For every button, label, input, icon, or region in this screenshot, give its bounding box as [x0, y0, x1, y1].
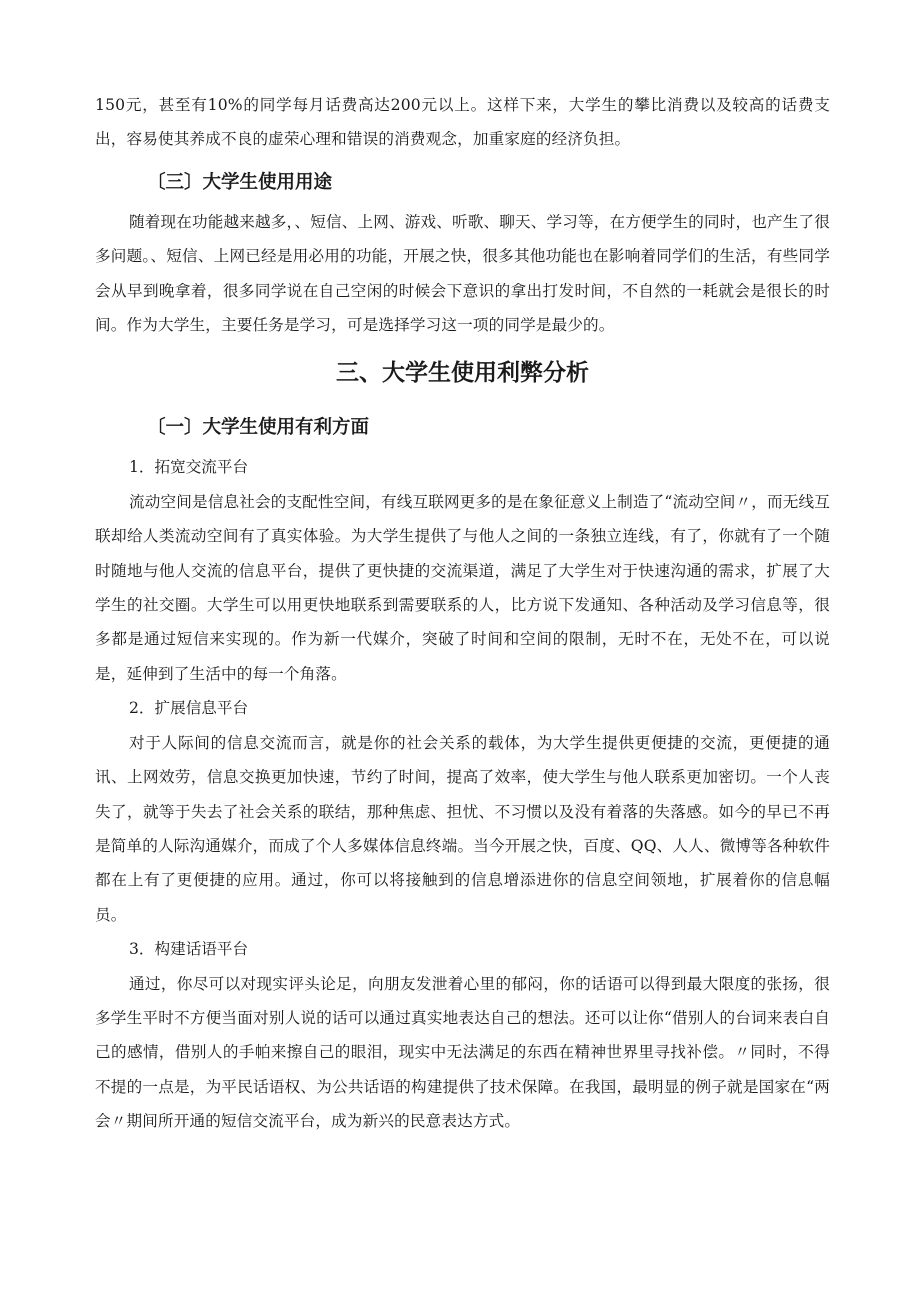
- paragraph-phone-bill-continuation: 150元，甚至有10%的同学每月话费高达200元以上。这样下来，大学生的攀比消费以及较高的话费支出，容易使其养成不良的虚荣心理和错误的消费观念，加重家庭的经济负担。: [95, 96, 830, 149]
- paragraph-discourse-platform: 通过，你尽可以对现实评头论足，向朋友发泄着心里的郁闷，你的话语可以得到最大限度的张扬，很多学生平时不方便当面对别人说的话可以通过真实地表达自己的想法。还可以让你“借别人的台词来表白自己的感情，借别人的手帕来擦自己的眼泪，现实中无法满足的东西在精神世界里寻找补偿。〃同时，不得不提的一点是，为平民话语权、为公共话语的构建提供了技术保障。在我国，最明显的例子就是国家在“两会〃期间所开通的短信交流平台，成为新兴的民意表达方式。: [95, 974, 830, 1131]
- paragraph-information-platform: 对于人际间的信息交流而言，就是你的社会关系的载体，为大学生提供更便捷的交流，更便捷的通讯、上网效劳，信息交换更加快速，节约了时间，提高了效率，使大学生与他人联系更加密切。一个人丧失了，就等于失去了社会关系的联结，那种焦虑、担忧、不习惯以及没有着落的失落感。如今的早已不再是简单的人际沟通媒介，而成了个人多媒体信息终端。当今开展之快，百度、QQ、人人、微博等各种软件都在上有了更便捷的应用。通过，你可以将接触到的信息增添进你的信息空间领地，扩展着你的信息幅员。: [95, 733, 830, 924]
- paragraph-communication-platform: 流动空间是信息社会的支配性空间，有线互联网更多的是在象征意义上制造了“流动空间〃，而无线互联却给人类流动空间有了真实体验。为大学生提供了与他人之间的一条独立连线，有了，你就有了一个随时随地与他人交流的信息平台，提供了更快捷的交流渠道，满足了大学生对于快速沟通的需求，扩展了大学生的社交圈。大学生可以用更快地联系到需要联系的人，比方说下发通知、各种活动及学习信息等，很多都是通过短信来实现的。作为新一代媒介，突破了时间和空间的限制，无时不在，无处不在，可以说是，延伸到了生活中的每一个角落。: [95, 492, 830, 683]
- paragraph-usage: 随着现在功能越来越多，、短信、上网、游戏、听歌、聊天、学习等，在方便学生的同时，也产生了很多问题。、短信、上网已经是用必用的功能，开展之快，很多其他功能也在影响着同学们的生活，有些同学会从早到晚拿着，很多同学说在自己空闲的时候会下意识的拿出打发时间，不自然的一耗就会是很长的时间。作为大学生，主要任务是学习，可是选择学习这一项的同学是最少的。: [95, 212, 830, 335]
- list-item-expand-communication: 1．拓宽交流平台: [129, 458, 249, 477]
- document-body: [95, 88, 830, 1139]
- chapter-heading-pros-cons: 三、大学生使用利弊分析: [336, 360, 589, 387]
- section-heading-usage: 〔三〕大学生使用用途: [147, 171, 333, 193]
- section-heading-advantages: 〔一〕大学生使用有利方面: [147, 417, 370, 439]
- list-item-build-discourse: 3．构建话语平台: [129, 940, 249, 959]
- list-item-extend-information: 2．扩展信息平台: [129, 699, 249, 718]
